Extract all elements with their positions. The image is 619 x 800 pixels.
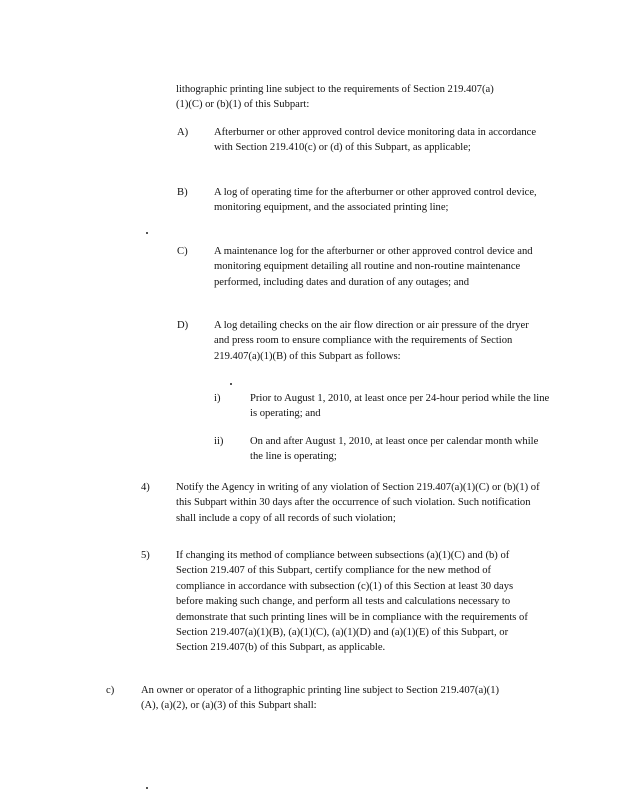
- scan-speck: [230, 383, 232, 385]
- item-5-label: 5): [141, 550, 150, 561]
- item-a-label: A): [177, 127, 189, 138]
- item-b-text: A log of operating time for the afterburner or other approved control device, monitoring equipment, and the associated printing line;: [214, 187, 537, 214]
- item-4-label: 4): [141, 482, 150, 493]
- item-c-text: A maintenance log for the afterburner or other approved control device and monitoring equipment detailing all routine and non-routine maintenance performed, including dates and duration of any outages; and: [214, 246, 533, 288]
- scan-speck: [146, 232, 148, 234]
- item-d-label: D): [177, 320, 189, 331]
- subitem-ii-text: On and after August 1, 2010, at least once per calendar month while the line is operating;: [250, 436, 539, 463]
- item-c-section-text: An owner or operator of a lithographic printing line subject to Section 219.407(a)(1)(A), (a)(2), or (a)(3) of this Subpart shall:: [141, 685, 500, 712]
- subitem-ii-label: ii): [214, 436, 224, 447]
- item-a-text: Afterburner or other approved control device monitoring data in accordance with Section 219.410(c) or (d) of this Subpart, as applicable;: [214, 127, 537, 154]
- item-5-text: If changing its method of compliance between subsections (a)(1)(C) and (b) of Section 219.407 of this Subpart, certify compliance for the new method of compliance in accordance with subsection (c)(1) of this Section at least 30 days before making such change, and perform all tests and calculations necessary to demonstrate that such printing lines will be in compliance with the requirements of Section 219.407(a)(1)(B), (a)(1)(C), (a)(1)(D) and (a)(1)(E) of this Subpart, or Section 219.407(b) of this Subpart, as applicable.: [176, 550, 528, 654]
- continuation-paragraph: lithographic printing line subject to the requirements of Section 219.407(a)(1)(C) or (b)(1) of this Subpart:: [176, 84, 494, 111]
- subitem-i-text: Prior to August 1, 2010, at least once per 24-hour period while the line is operating; and: [250, 393, 550, 420]
- item-4-text: Notify the Agency in writing of any violation of Section 219.407(a)(1)(C) or (b)(1) of this Subpart within 30 days after the occurrence of such violation. Such notification shall include a copy of all records of such violation;: [176, 482, 540, 524]
- subitem-i-label: i): [214, 393, 221, 404]
- scan-speck: [146, 787, 148, 789]
- item-c-section-label: c): [106, 685, 115, 696]
- item-d-text: A log detailing checks on the air flow direction or air pressure of the dryer and press room to ensure compliance with the requirements of Section 219.407(a)(1)(B) of this Subpart as follows:: [214, 320, 529, 362]
- item-c-label: C): [177, 246, 188, 257]
- item-b-label: B): [177, 187, 188, 198]
